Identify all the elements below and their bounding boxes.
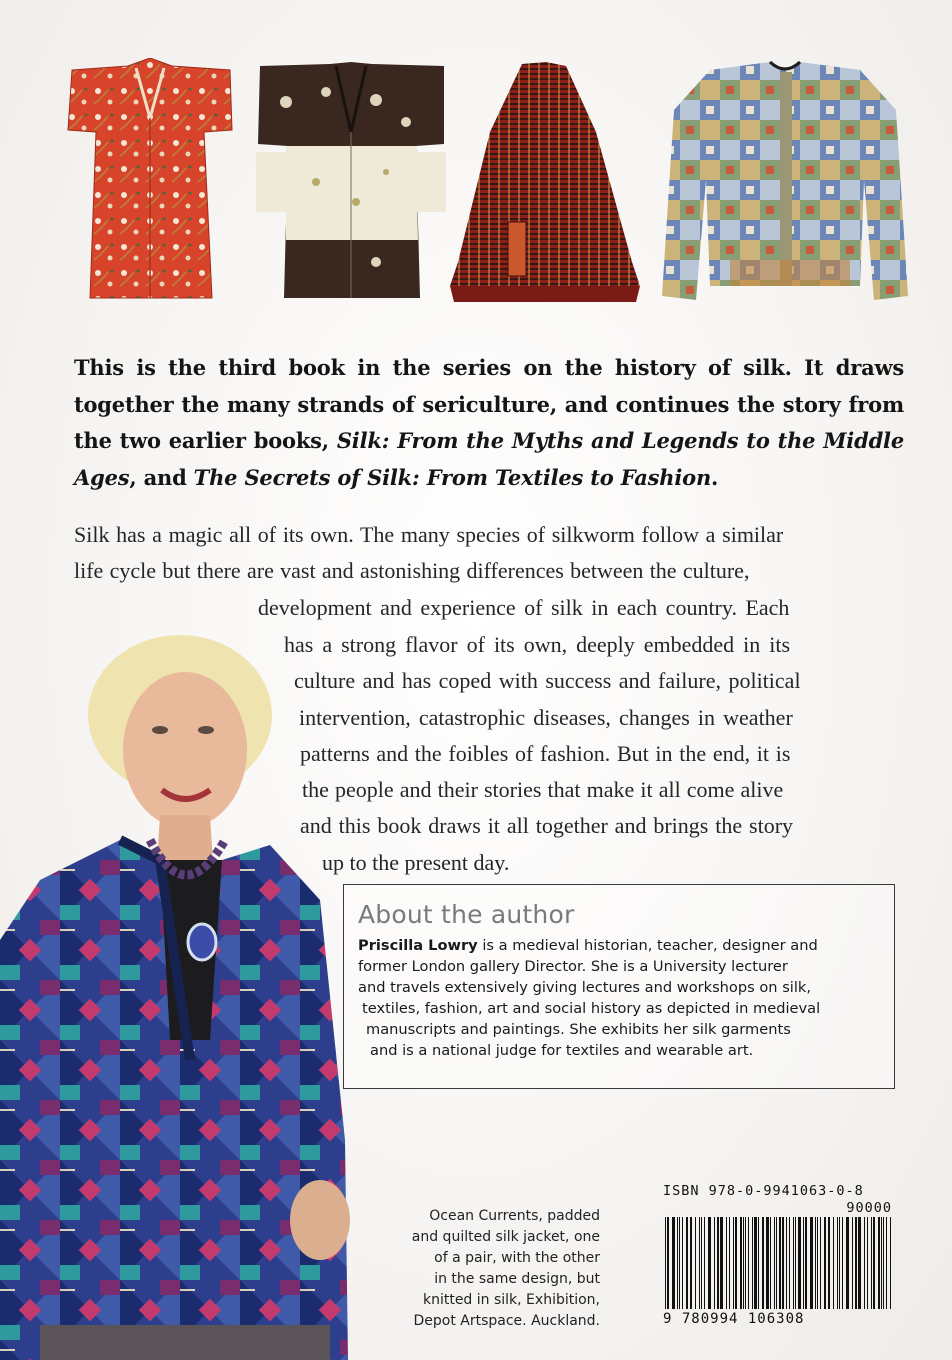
barcode-bar [729,1217,730,1309]
barcode-bar [828,1217,830,1309]
barcode-bar [886,1217,887,1309]
barcode-bar [798,1217,801,1309]
barcode-bar [817,1217,818,1309]
barcode-bar [733,1217,734,1309]
barcode-bar [762,1217,764,1309]
isbn-text: ISBN 978-0-9941063-0-8 [663,1183,864,1199]
barcode-bar [726,1217,727,1309]
barcode-bar [839,1217,840,1309]
description-line: has a strong flavor of its own, deeply embedded in its [284,632,791,657]
barcode-bar [776,1217,777,1309]
description-line: intervention, catastrophic diseases, changes in weather [299,705,793,730]
barcode-bar [690,1217,692,1309]
barcode-bar [752,1217,753,1309]
barcode-bar [672,1217,675,1309]
barcode-bar [779,1217,781,1309]
description-line: development and experience of silk in each country. Each [258,595,790,620]
about-author-text: Priscilla Lowry is a medieval historian, teacher, designer and former London gallery Director. She is a University lecturer and travels extensively giving lectures and workshops on silk, textiles, fashion, art and social history as depicted in medieval manuscripts and paintings. She exhibits her silk garments and is a national judge for textiles and wearable art. [358,937,821,1059]
barcode-bar [717,1217,719,1309]
barcode-bar [766,1217,769,1309]
barcode-bar [871,1217,872,1309]
photo-caption: Ocean Currents, padded and quilted silk jacket, one of a pair, with the other in the same design, but knitted in silk, Exhibition, Depot Artspace. Auckland. [411,1208,600,1329]
patchwork-jacket-image [660,60,910,306]
barcode-bar [758,1217,759,1309]
barcode-bar [858,1217,861,1309]
barcode-bar [837,1217,838,1309]
isbn-barcode [663,1183,896,1331]
barcode-bar [795,1217,796,1309]
barcode-bar [793,1217,794,1309]
description-line: culture and has coped with success and failure, political [294,668,801,693]
author-name: Priscilla Lowry [358,937,478,954]
barcode-bar [695,1217,696,1309]
barcode-bar [701,1217,702,1309]
barcode-bar [873,1217,875,1309]
barcode-bar [852,1217,853,1309]
barcode-bar [881,1217,882,1309]
barcode-bar [743,1217,744,1309]
barcode-bar [720,1217,723,1309]
description-line: Silk has a magic all of its own. The many species of silkworm follow a similar [74,522,784,547]
barcode-bar [846,1217,849,1309]
red-robe-image [446,62,642,302]
barcode-bar [864,1217,865,1309]
barcode-bar [833,1217,834,1309]
barcode-bar [748,1217,749,1309]
barcode-bar [740,1217,742,1309]
barcode-bar [803,1217,804,1309]
barcode-bar [754,1217,757,1309]
barcode-bar [810,1217,813,1309]
barcode-bar [745,1217,746,1309]
brown-kimono-image [256,62,446,300]
ean-number: 9 780994 106308 [663,1311,805,1327]
description-line: life cycle but there are vast and astonishing differences between the culture, [74,558,750,583]
barcode-bar [770,1217,771,1309]
barcode-bar [820,1217,821,1309]
barcode-bar [789,1217,790,1309]
intro-paragraph: This is the third book in the series on the history of silk. It draws together the many strands of sericulture, and continues the story from the two earlier books, Silk: From the Myths and Legends to the Middle Ages, and The Secrets of Silk: From Textiles to Fashion. [74,355,904,490]
barcode-bar [686,1217,688,1309]
description-line: and this book draws it all together and brings the story [300,813,794,838]
barcode-bar [682,1217,683,1309]
barcode-bar [708,1217,711,1309]
book-title-1: Silk: From the Myths and Legends to the Middle Ages [74,428,904,490]
barcode-bar [883,1217,884,1309]
price-code: 90000 [846,1200,892,1216]
description-line: up to the present day. [322,850,510,875]
barcode-bar [774,1217,775,1309]
barcode-bar [667,1217,669,1309]
about-author-box [343,884,895,1089]
barcode-bar [805,1217,807,1309]
barcode-bar [842,1217,843,1309]
barcode-bar [867,1217,868,1309]
red-kimono-image [66,58,234,302]
barcode-bars [665,1217,893,1313]
barcode-bar [665,1217,666,1309]
barcode-bar [782,1217,784,1309]
barcode-bar [699,1217,700,1309]
barcode-bar [679,1217,680,1309]
about-author-title: About the author [358,900,575,929]
barcode-bar [786,1217,787,1309]
barcode-bar [815,1217,816,1309]
barcode-bar [855,1217,857,1309]
description-line: the people and their stories that make it all come alive [302,777,784,802]
barcode-bar [890,1217,891,1309]
barcode-bar [824,1217,826,1309]
barcode-bar [704,1217,705,1309]
barcode-bar [735,1217,737,1309]
barcode-bar [677,1217,678,1309]
book-title-2: The Secrets of Silk: From Textiles to Fashion [193,464,712,490]
description-line: patterns and the foibles of fashion. But in the end, it is [300,741,791,766]
barcode-bar [714,1217,715,1309]
barcode-bar [878,1217,880,1309]
